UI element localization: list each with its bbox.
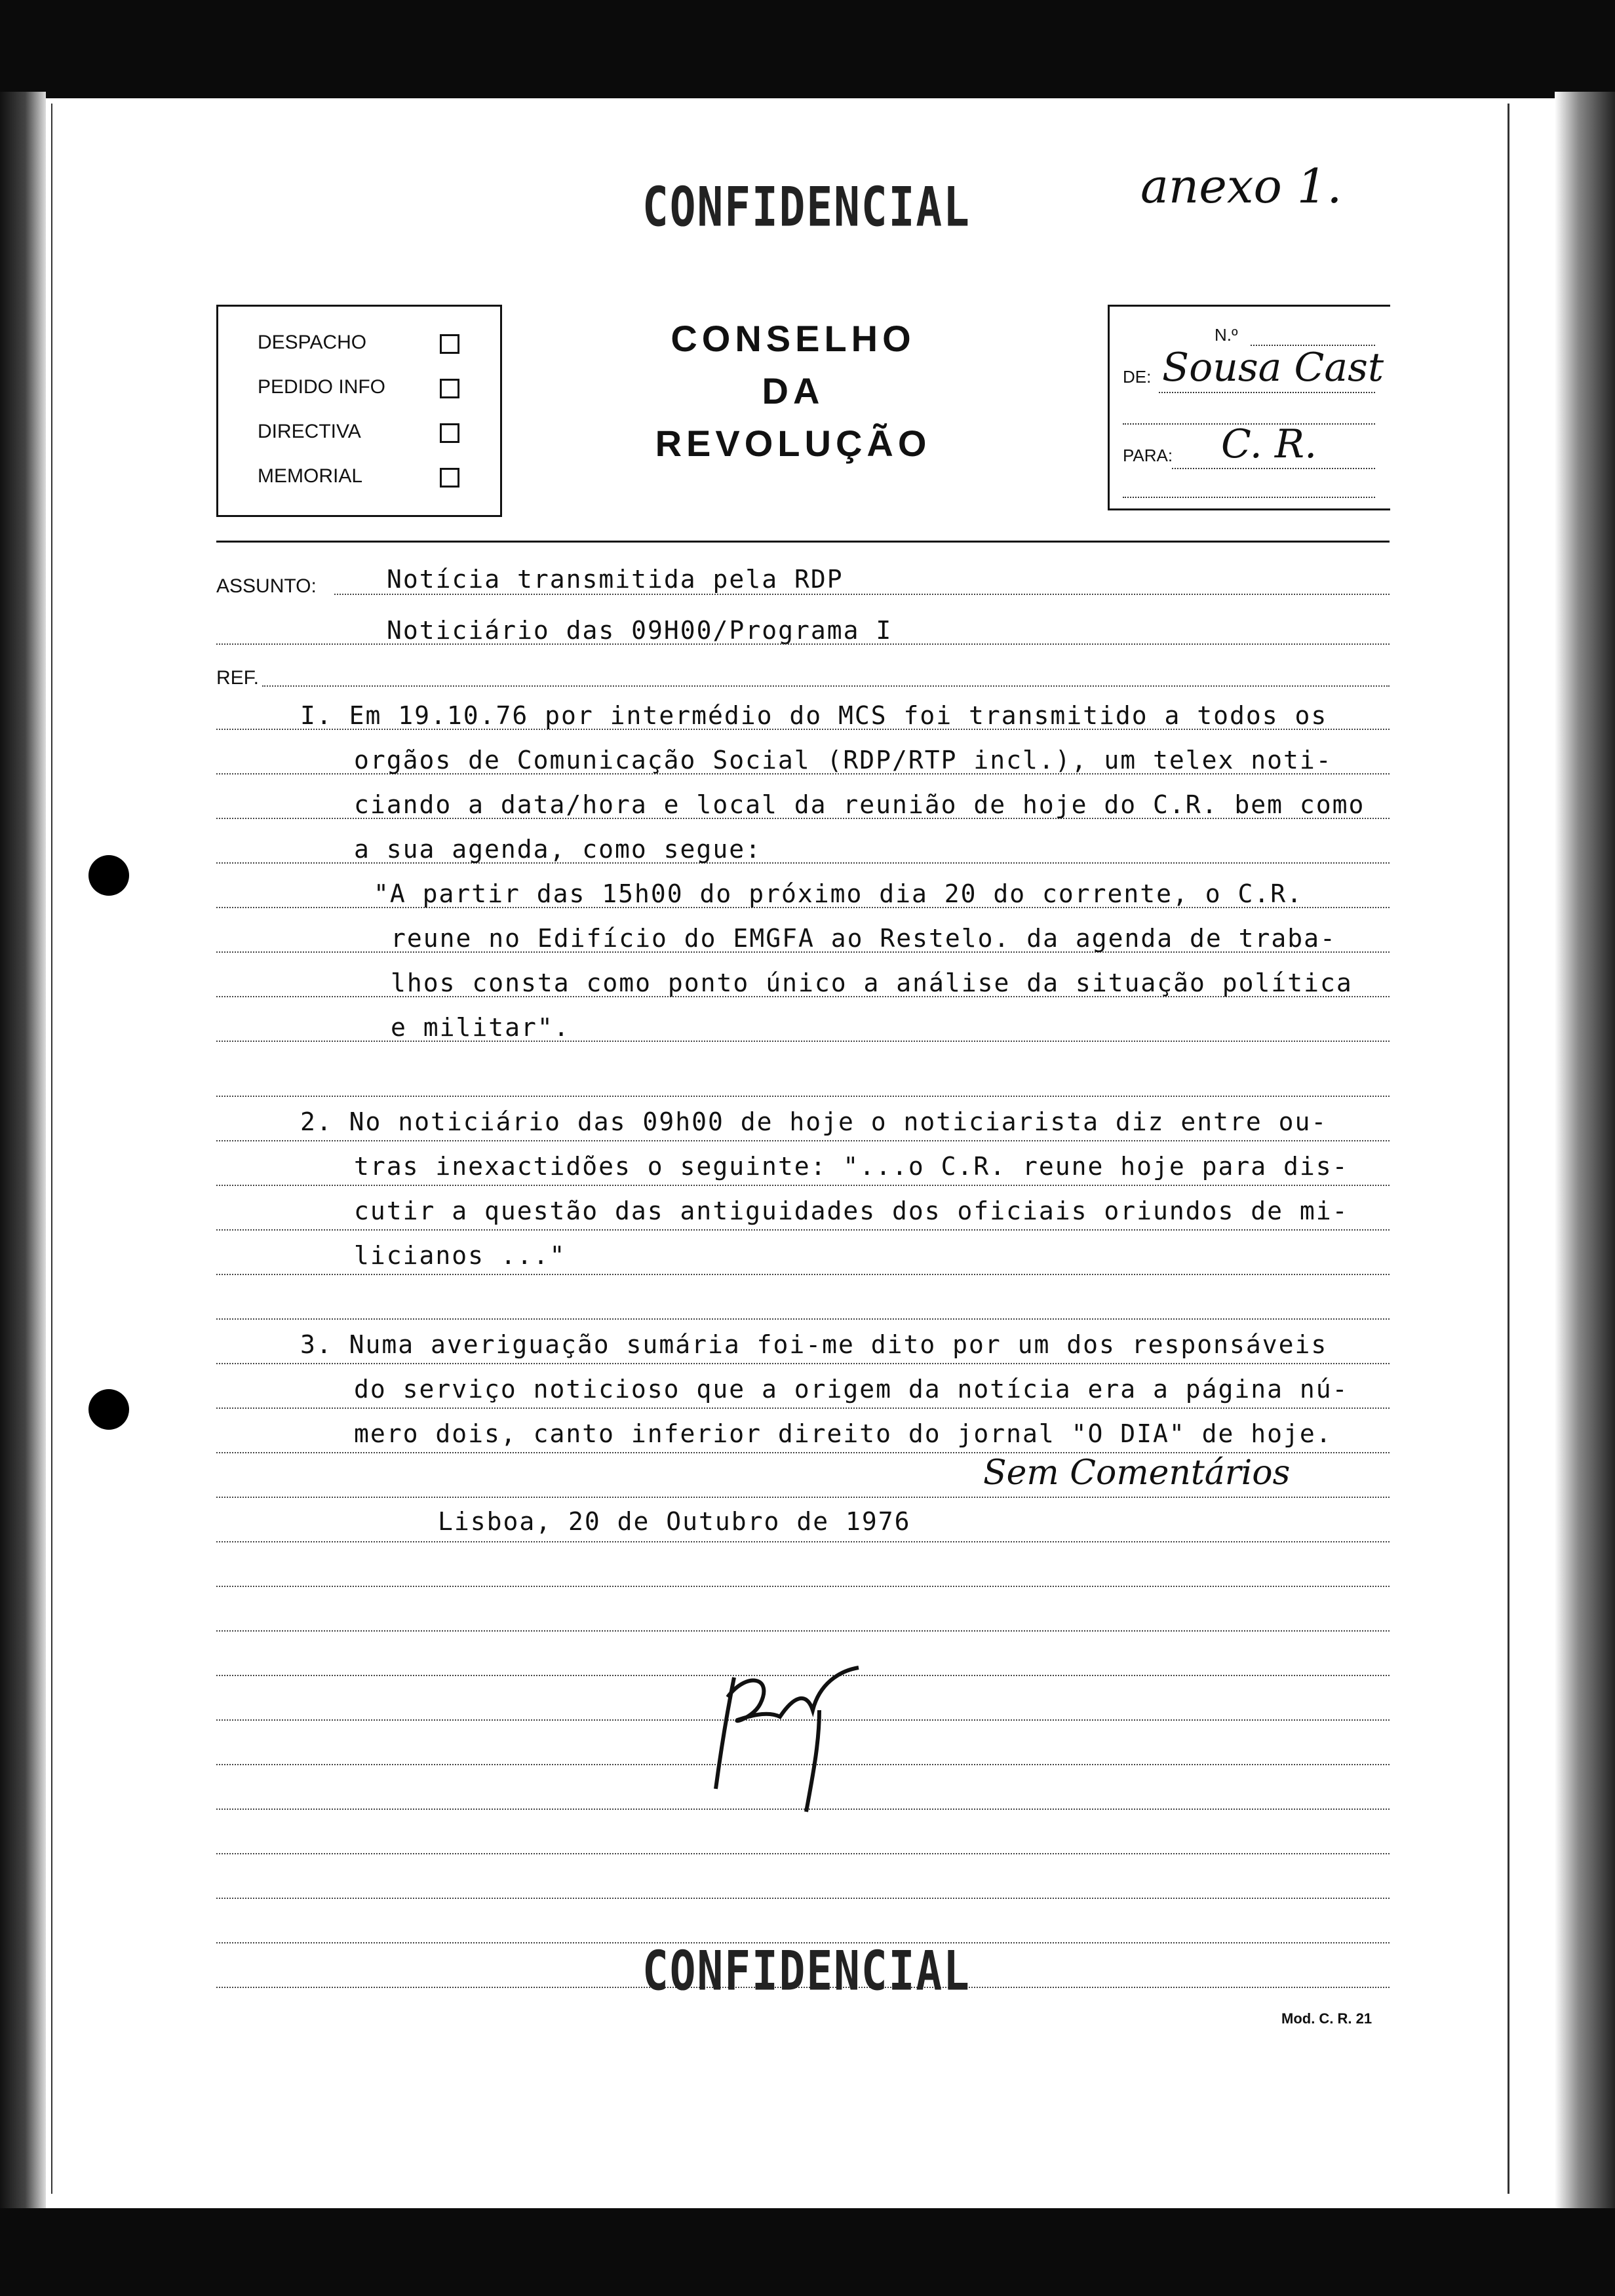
body-line-2: orgãos de Comunicação Social (RDP/RTP incl.), um telex noti- (354, 746, 1333, 775)
rule-line (216, 1274, 1390, 1275)
checkbox-despacho[interactable] (440, 334, 459, 354)
body-line-10: tras inexactidões o seguinte: "...o C.R. reune hoje para dis- (354, 1152, 1349, 1181)
form-code: Mod. C. R. 21 (1281, 2010, 1372, 2027)
rule-line (216, 1407, 1390, 1409)
body-line-11: cutir a questão das antiguidades dos oficiais oriundos de mi- (354, 1196, 1349, 1225)
rule-line (216, 1096, 1390, 1097)
body-line-8: e militar". (391, 1013, 570, 1042)
scan-border-bottom (0, 2208, 1615, 2296)
confidential-stamp-top: CONFIDENCIAL (642, 176, 971, 239)
rule-line (216, 1229, 1390, 1231)
from-label: DE: (1123, 367, 1152, 387)
body-line-7: lhos consta como ponto único a análise da situação política (391, 968, 1353, 997)
body-line-6: reune no Edifício do EMGFA ao Restelo. da agenda de traba- (391, 924, 1336, 953)
rule-line (262, 685, 1390, 687)
body-line-9: 2. No noticiário das 09h00 de hoje o noticiarista diz entre ou- (300, 1107, 1328, 1136)
form-type-box (216, 305, 502, 517)
rule-line (216, 1586, 1390, 1587)
body-line-12: licianos ..." (354, 1241, 566, 1270)
ref-label: REF. (216, 667, 260, 689)
body-line-15: mero dois, canto inferior direito do jornal "O DIA" de hoje. (354, 1419, 1333, 1448)
to-label: PARA: (1123, 446, 1173, 465)
rule-line (216, 1541, 1390, 1542)
subject-line-1: Notícia transmitida pela RDP (387, 565, 844, 594)
subject-label: ASSUNTO: (216, 575, 317, 597)
checkbox-memorial[interactable] (440, 468, 459, 488)
rule-line (216, 1318, 1390, 1320)
scan-border-left (0, 92, 46, 2221)
option-label-directiva: DIRECTIVA (258, 421, 361, 442)
from-value: Sousa Cast (1162, 345, 1384, 391)
rule-line (216, 1898, 1390, 1899)
punch-hole-top (88, 855, 129, 896)
rule-line (216, 1140, 1390, 1141)
signature (708, 1658, 878, 1822)
number-label: N.º (1215, 325, 1238, 345)
council-title-line3: REVOLUÇÃO (655, 423, 931, 464)
to-line (1172, 468, 1375, 469)
council-title-line1: CONSELHO (671, 318, 916, 359)
body-line-5: "A partir das 15h00 do próximo dia 20 do corrente, o C.R. (374, 879, 1304, 908)
annex-note: anexo 1. (1140, 159, 1342, 214)
checkbox-pedido-info[interactable] (440, 379, 459, 398)
from-line (1159, 392, 1375, 393)
council-title-line2: DA (762, 370, 825, 411)
rule-line (334, 594, 1390, 595)
from-to-box (1108, 305, 1390, 510)
blank-line-2 (1123, 497, 1375, 498)
place-date: Lisboa, 20 de Outubro de 1976 (438, 1507, 911, 1536)
option-label-memorial: MEMORIAL (258, 465, 363, 487)
option-label-pedido-info: PEDIDO INFO (258, 376, 386, 398)
scan-border-right (1555, 92, 1615, 2221)
rule-line (216, 1497, 1390, 1498)
body-line-4: a sua agenda, como segue: (354, 835, 762, 864)
body-line-1: I. Em 19.10.76 por intermédio do MCS foi transmitido a todos os (300, 701, 1328, 730)
rule-line (216, 1185, 1390, 1186)
rule-line (216, 643, 1390, 645)
checkbox-directiva[interactable] (440, 423, 459, 443)
handwritten-comment: Sem Comentários (983, 1453, 1291, 1493)
body-line-13: 3. Numa averiguação sumária foi-me dito por um dos responsáveis (300, 1330, 1328, 1359)
scan-border-top (0, 0, 1615, 98)
punch-hole-bottom (88, 1389, 129, 1430)
subject-line-2: Noticiário das 09H00/Programa I (387, 616, 893, 645)
rule-line (216, 1630, 1390, 1632)
rule-line (216, 1363, 1390, 1364)
header-divider (216, 541, 1390, 543)
rule-line (216, 1853, 1390, 1854)
confidential-stamp-bottom: CONFIDENCIAL (642, 1940, 971, 2003)
to-value: C. R. (1221, 421, 1317, 467)
body-line-14: do serviço noticioso que a origem da notícia era a página nú- (354, 1375, 1349, 1404)
option-label-despacho: DESPACHO (258, 332, 367, 353)
body-line-3: ciando a data/hora e local da reunião de hoje do C.R. bem como (354, 790, 1365, 819)
